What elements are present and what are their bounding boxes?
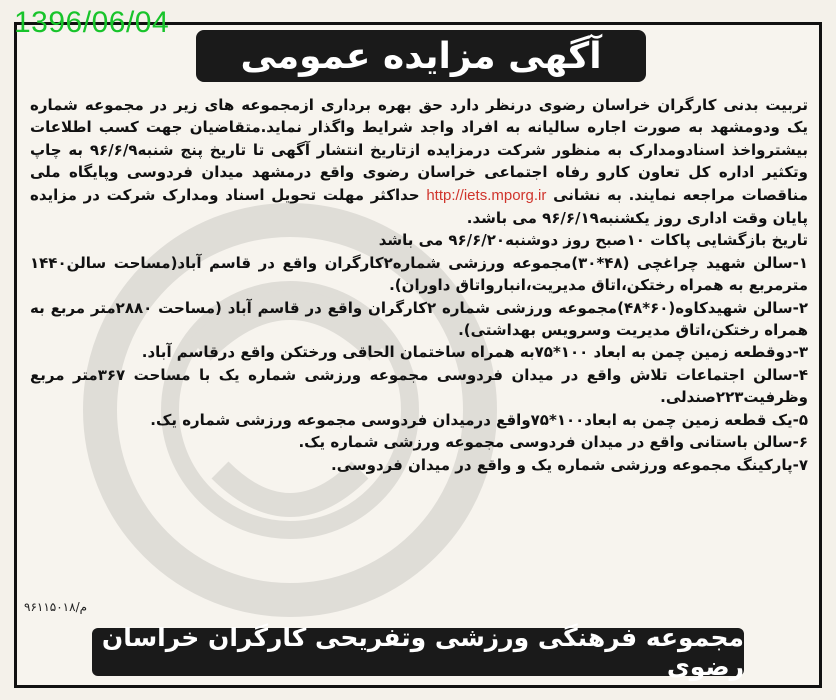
list-item: ۶-سالن باستانی واقع در میدان فردوسی مجموعه ورزشی شماره یک. (298, 433, 808, 452)
auction-items-list (30, 252, 808, 476)
website-link[interactable]: http://iets.mporg.ir (426, 186, 547, 204)
opening-date: تاریخ بازگشایی پاکات ۱۰صبح روز دوشنبه۹۶/۶/۲۰ می باشد (378, 231, 808, 250)
list-item: ۳-دوقطعه زمین چمن به ابعاد ۱۰۰*۷۵به همراه ساختمان الحاقی ورختکن واقع درقاسم آباد. (141, 343, 808, 362)
ad-body (30, 94, 808, 476)
list-item: ۷-پارکینگ مجموعه ورزشی شماره یک و واقع در میدان فردوسی. (331, 455, 808, 474)
list-item: ۱-سالن شهید چراغچی (۴۸*۳۰)مجموعه ورزشی شماره۲کارگران واقع در قاسم آباد(مساحت سالن۱۴۴۰ مترمربع به همراه رختکن،اتاق مدیریت،انبارواتاق داوران). (30, 253, 809, 295)
header-banner (196, 30, 646, 82)
intro-text-part2: حداکثر مهلت تحویل اسناد ومدارک شرکت در مزایده پایان وقت اداری روز یکشنبه۹۶/۶/۱۹ می باشد. (30, 185, 808, 228)
reference-code: م/۹۶۱۱۵۰۱۸ (24, 600, 88, 614)
list-item: ۴-سالن اجتماعات تلاش واقع در میدان فردوسی مجموعه ورزشی شماره یک با مساحت ۳۶۷متر مربع وظرفیت۲۲۳صندلی. (30, 365, 808, 407)
intro-paragraph (30, 94, 808, 229)
ad-title: آگهی مزایده عمومی (240, 35, 602, 77)
organization-name: مجموعه فرهنگی ورزشی وتفریحی کارگران خراسان رضوی (101, 623, 744, 681)
intro-text-part1: تربیت بدنی کارگران خراسان رضوی درنظر دارد حق بهره برداری ازمجموعه های زیر در مجموعه شماره یک ودومشهد به صورت اجاره سالیانه به افراد واجد شرایط واگذار نماید.متقاضیان جهت کسب اطلاعات بیشترواخذ اسنادومدارک به منظور شرکت درمزایده ازتاریخ انتشار آگهی تا تاریخ پنج شنبه۹۶/۶/۹ به چاپ وتکثیر اداره کل تعاون کارو رفاه اجتماعی خراسان رضوی واقع درمشهد میدان فردوسی وپایگاه ملی مناقصات مراجعه نمایند. به نشانی (30, 96, 808, 204)
footer-banner (92, 623, 744, 681)
list-item: ۵-یک قطعه زمین چمن به ابعاد۱۰۰*۷۵واقع درمیدان فردوسی مجموعه ورزشی شماره یک. (150, 410, 808, 429)
date-stamp: 1396/06/04 (14, 6, 170, 39)
list-item: ۲-سالن شهیدکاوه(۶۰*۴۸)مجموعه ورزشی شماره ۲کارگران واقع در قاسم آباد (مساحت ۲۸۸۰متر مربع به همراه رختکن،اتاق مدیریت وسرویس بهداشتی). (30, 298, 808, 340)
